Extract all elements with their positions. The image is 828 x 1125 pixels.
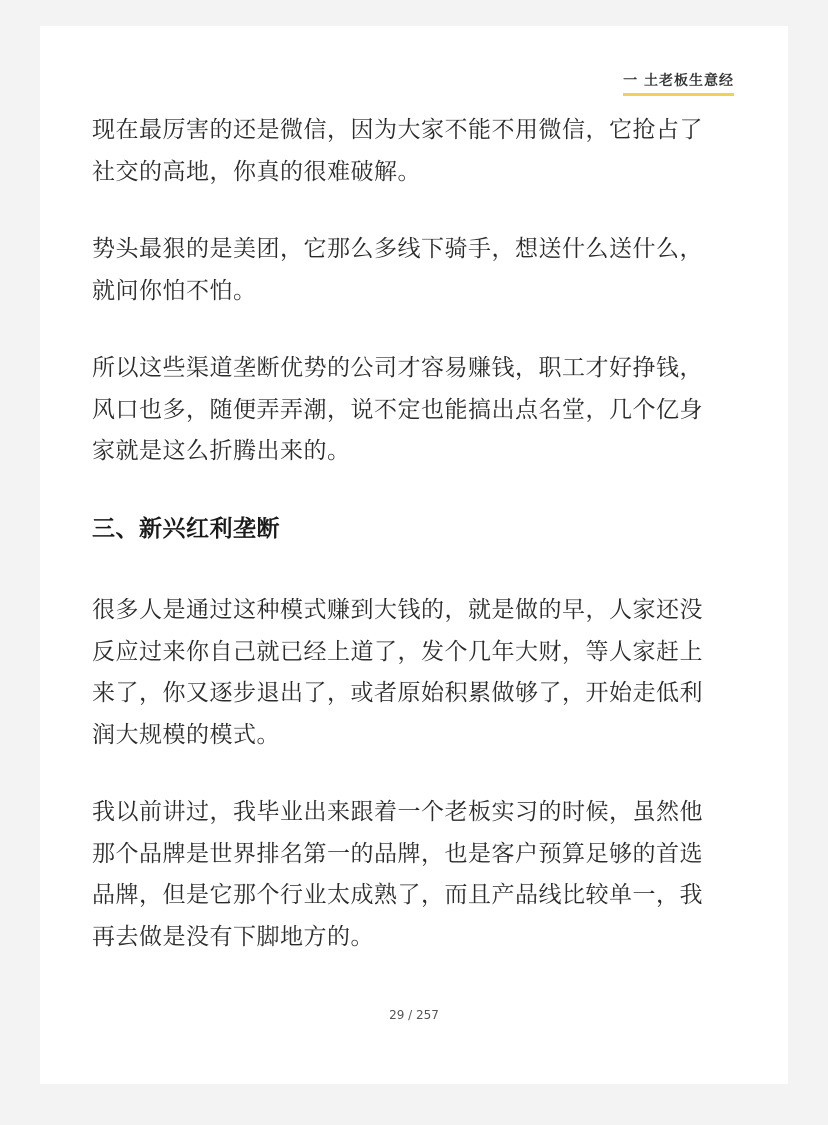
page-content [92, 110, 742, 994]
paragraph [92, 792, 742, 958]
running-header: 一 土老板生意经 [623, 70, 734, 96]
paragraph-line: 势头最狠的是美团，它那么多线下骑手，想送什么送什么， [92, 236, 703, 262]
paragraph-line: 就问你怕不怕。 [92, 277, 257, 304]
paragraph-line: 再去做是没有下脚地方的。 [92, 923, 374, 950]
paragraph-line: 很多人是通过这种模式赚到大钱的，就是做的早，人家还没 [92, 597, 703, 623]
paragraph [92, 348, 742, 473]
paragraph-line: 我以前讲过，我毕业出来跟着一个老板实习的时候，虽然他 [92, 799, 703, 825]
paragraph-line: 那个品牌是世界排名第一的品牌，也是客户预算足够的首选 [92, 840, 703, 867]
paragraph-line: 家就是这么折腾出来的。 [92, 438, 351, 464]
paragraph-line: 风口也多，随便弄弄潮，说不定也能搞出点名堂，几个亿身 [92, 396, 703, 423]
page-number: 29 / 257 [389, 1008, 439, 1022]
paragraph-line: 来了，你又逐步退出了，或者原始积累做够了，开始走低利 [92, 680, 703, 706]
paragraph [92, 590, 742, 756]
paragraph-line: 润大规模的模式。 [92, 721, 280, 748]
section-heading: 三、新兴红利垄断 [92, 515, 280, 542]
document-page [40, 26, 788, 1084]
paragraph-line: 反应过来你自己就已经上道了，发个几年大财，等人家赶上 [92, 638, 703, 665]
paragraph [92, 229, 742, 312]
paragraph-line: 现在最厉害的还是微信，因为大家不能不用微信，它抢占了 [92, 117, 703, 143]
paragraph-line: 社交的高地，你真的很难破解。 [92, 158, 421, 185]
paragraph-line: 品牌，但是它那个行业太成熟了，而且产品线比较单一，我 [92, 882, 703, 908]
paragraph-line: 所以这些渠道垄断优势的公司才容易赚钱，职工才好挣钱， [92, 355, 703, 381]
paragraph [92, 110, 742, 193]
